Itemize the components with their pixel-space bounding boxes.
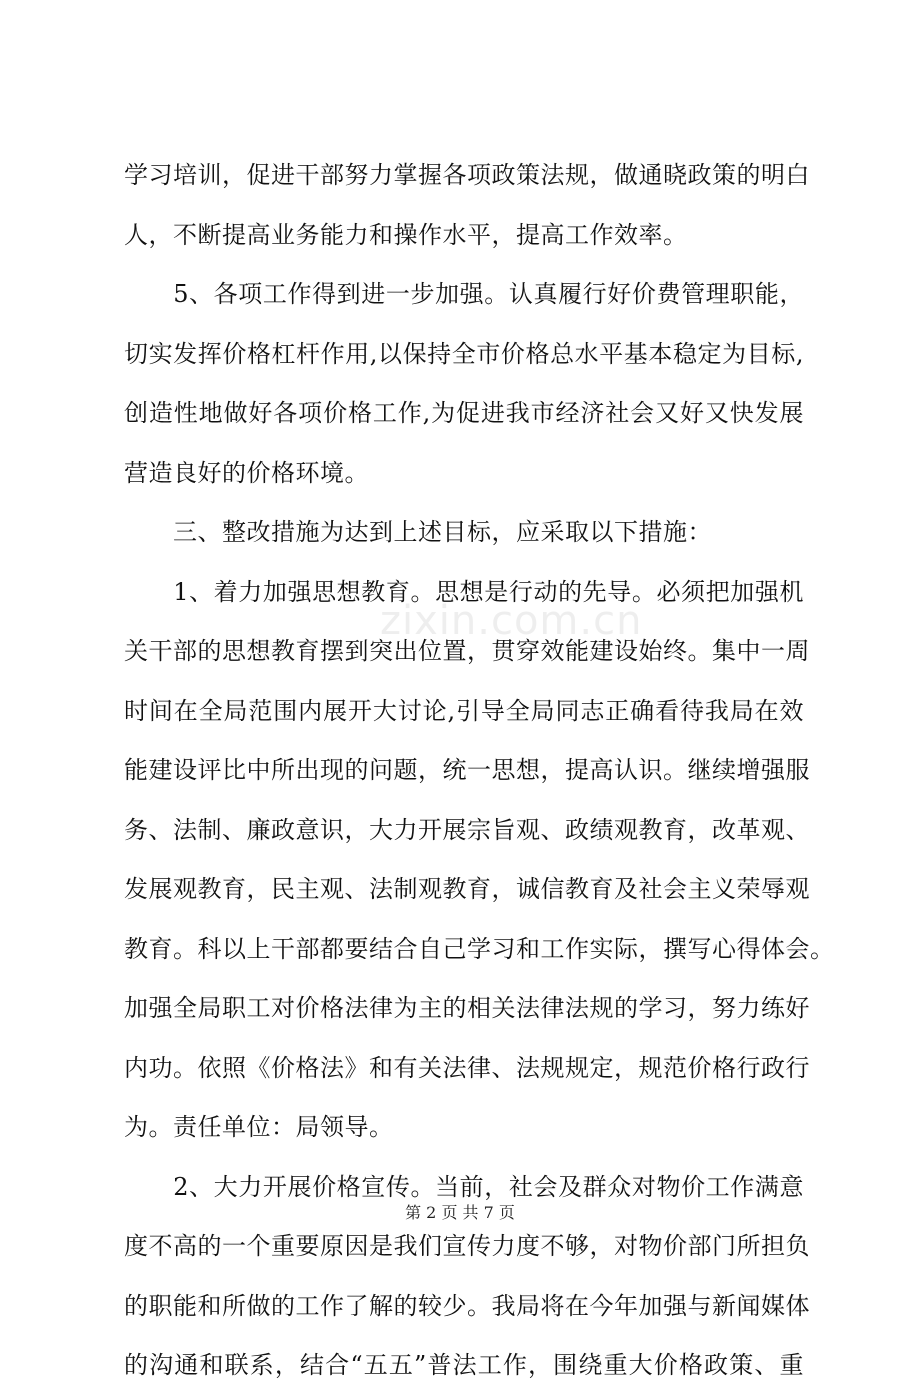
text-line: 三、整改措施为达到上述目标，应采取以下措施： [124,518,712,546]
text-line: 切实发挥价格杠杆作用,以保持全市价格总水平基本稳定为目标, [124,339,804,368]
text-line: 加强全局职工对价格法律为主的相关法律法规的学习，努力练好 [124,994,810,1022]
text-line: 创造性地做好各项价格工作,为促进我市经济社会又好又快发展 [124,399,804,427]
page-footer: 第 2 页 共 7 页 [405,1203,515,1222]
text-line: 的职能和所做的工作了解的较少。我局将在今年加强与新闻媒体 [124,1291,810,1320]
text-line: 内功。依照《价格法》和有关法律、法规规定，规范价格行政行 [124,1053,810,1082]
text-line: 关干部的思想教育摆到突出位置，贯穿效能建设始终。集中一周 [124,637,810,665]
text-line: 教育。科以上干部都要结合自己学习和工作实际，撰写心得体会。 [124,934,835,963]
text-line: 发展观教育，民主观、法制观教育，诚信教育及社会主义荣辱观 [124,875,810,903]
text-line: 的沟通和联系，结合“五五”普法工作，围绕重大价格政策、重 [124,1351,804,1379]
text-line: 务、法制、廉政意识，大力开展宗旨观、政绩观教育，改革观、 [124,815,810,844]
text-line: 1、着力加强思想教育。思想是行动的先导。必须把加强机 [124,577,804,606]
text-line: 2、大力开展价格宣传。当前，社会及群众对物价工作满意 [124,1172,804,1201]
text-line: 为。责任单位：局领导。 [124,1113,394,1141]
text-line: 能建设评比中所出现的问题，统一思想，提高认识。继续增强服 [124,756,810,784]
watermark: zixin.com.cn [380,598,643,644]
text-line: 学习培训，促进干部努力掌握各项政策法规，做通晓政策的明白 [124,161,810,189]
text-line: 度不高的一个重要原因是我们宣传力度不够，对物价部门所担负 [124,1232,810,1260]
text-line: 5、各项工作得到进一步加强。认真履行好价费管理职能， [124,280,804,308]
text-line: 时间在全局范围内展开大讨论,引导全局同志正确看待我局在效 [124,696,804,725]
text-line: 人，不断提高业务能力和操作水平，提高工作效率。 [124,220,688,249]
text-line: 营造良好的价格环境。 [124,458,369,487]
